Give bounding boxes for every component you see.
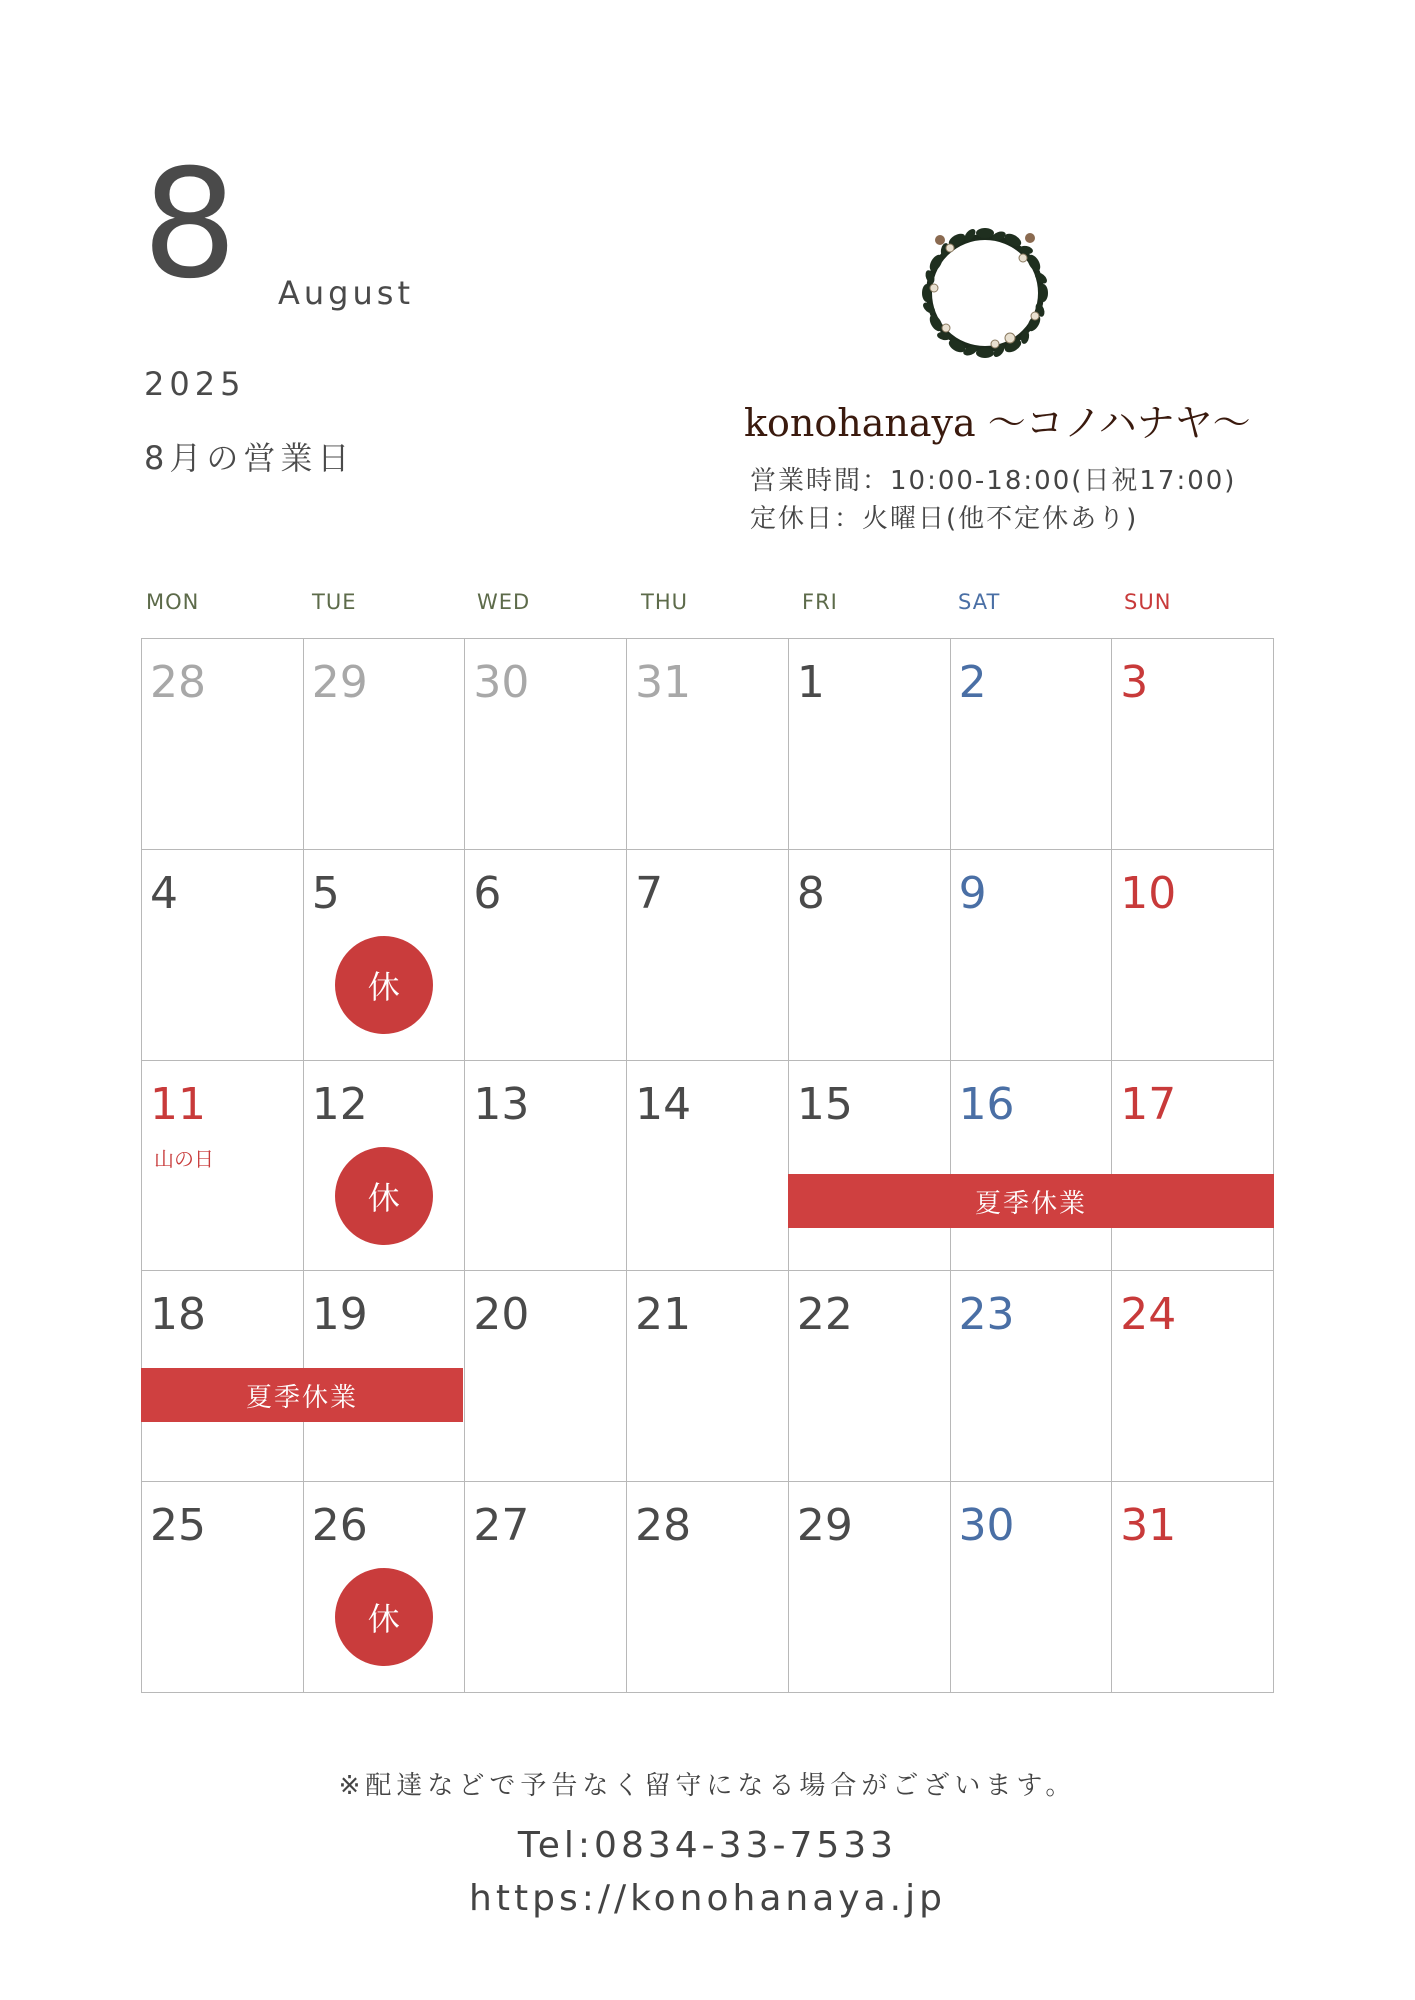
weekday-header-wed: WED [477,590,531,614]
weekday-header-mon: MON [146,590,200,614]
day-number: 1 [796,657,825,708]
calendar-day [465,1061,627,1272]
day-number: 29 [796,1500,853,1552]
calendar-day [951,639,1113,850]
calendar-day [789,850,951,1061]
calendar-grid [141,638,1274,1693]
calendar-day [951,1061,1113,1272]
day-number: 3 [1120,657,1149,708]
day-number: 24 [1120,1289,1177,1341]
calendar-day [951,1482,1113,1693]
day-number: 7 [635,867,664,919]
day-number: 31 [635,657,692,708]
calendar-day [627,1271,789,1482]
day-number: 6 [473,867,502,919]
calendar-day [304,1061,466,1272]
calendar-day [304,850,466,1061]
calendar-day [627,850,789,1061]
calendar-day [627,1482,789,1693]
day-number: 19 [311,1289,368,1341]
month-name: August [278,274,414,312]
calendar-day [789,1271,951,1482]
weekday-header-fri: FRI [802,590,838,614]
website-url: https://konohanaya.jp [469,1878,946,1919]
day-number: 14 [635,1078,692,1130]
day-number: 18 [150,1289,206,1341]
calendar-day [789,1482,951,1693]
day-number: 17 [1120,1078,1177,1130]
shop-name: konohanaya 〜コノハナヤ〜 [744,401,1251,445]
day-number: 30 [473,657,530,708]
closed-day-badge: 休 [335,936,433,1034]
business-hours: 営業時間：10:00-18:00(日祝17:00) [750,466,1237,496]
calendar-day [1112,1271,1274,1482]
closed-day-badge: 休 [335,1568,433,1666]
calendar-day [951,1271,1113,1482]
month-number: 8 [142,138,238,312]
wreath-logo-icon [910,218,1060,368]
calendar-day [1112,639,1274,850]
phone-number: Tel:0834-33-7533 [517,1825,898,1866]
calendar-day [465,639,627,850]
closed-day-badge: 休 [335,1147,433,1245]
day-number: 30 [958,1500,1015,1552]
day-number: 20 [473,1289,530,1341]
calendar-day [1112,1482,1274,1693]
day-number: 11 [150,1078,206,1130]
day-number: 2 [958,657,987,708]
day-number: 13 [473,1078,530,1130]
calendar-day [304,639,466,850]
day-number: 16 [958,1078,1015,1130]
day-number: 28 [635,1500,692,1552]
day-number: 22 [796,1289,853,1341]
day-number: 15 [796,1078,853,1130]
calendar-day [627,639,789,850]
day-number: 23 [958,1289,1015,1341]
calendar-day [142,850,304,1061]
calendar-day [951,850,1113,1061]
day-number: 31 [1120,1500,1177,1552]
calendar-day [465,1482,627,1693]
footer-note: ※配達などで予告なく留守になる場合がございます。 [338,1771,1077,1801]
day-number: 8 [796,867,825,919]
calendar-day [1112,1061,1274,1272]
calendar-day [465,850,627,1061]
weekday-header-sun: SUN [1124,590,1172,614]
day-number: 25 [150,1500,206,1552]
day-number: 29 [311,657,368,708]
calendar-day [142,1482,304,1693]
summer-closure-band: 夏季休業 [788,1174,1274,1228]
weekday-header-sat: SAT [958,590,1001,614]
calendar-day [789,639,951,850]
day-number: 10 [1120,867,1177,919]
day-number: 28 [150,657,206,708]
day-number: 21 [635,1289,692,1341]
day-number: 12 [311,1078,368,1130]
calendar-day [142,1061,304,1272]
day-number: 4 [150,867,178,919]
day-number: 9 [958,867,987,919]
calendar-day [789,1061,951,1272]
day-number: 5 [311,867,340,919]
page-title: 8月の営業日 [144,439,355,477]
weekday-header-tue: TUE [312,590,357,614]
regular-holiday: 定休日：火曜日(他不定休あり) [750,504,1139,534]
year: 2025 [144,365,246,403]
day-number: 26 [311,1500,368,1552]
calendar-day [304,1482,466,1693]
calendar-day [1112,850,1274,1061]
weekday-header-thu: THU [641,590,688,614]
holiday-label: 山の日 [154,1146,214,1171]
summer-closure-band: 夏季休業 [141,1368,463,1422]
day-number: 27 [473,1500,530,1552]
calendar-day [465,1271,627,1482]
calendar-day [142,639,304,850]
calendar-day [627,1061,789,1272]
